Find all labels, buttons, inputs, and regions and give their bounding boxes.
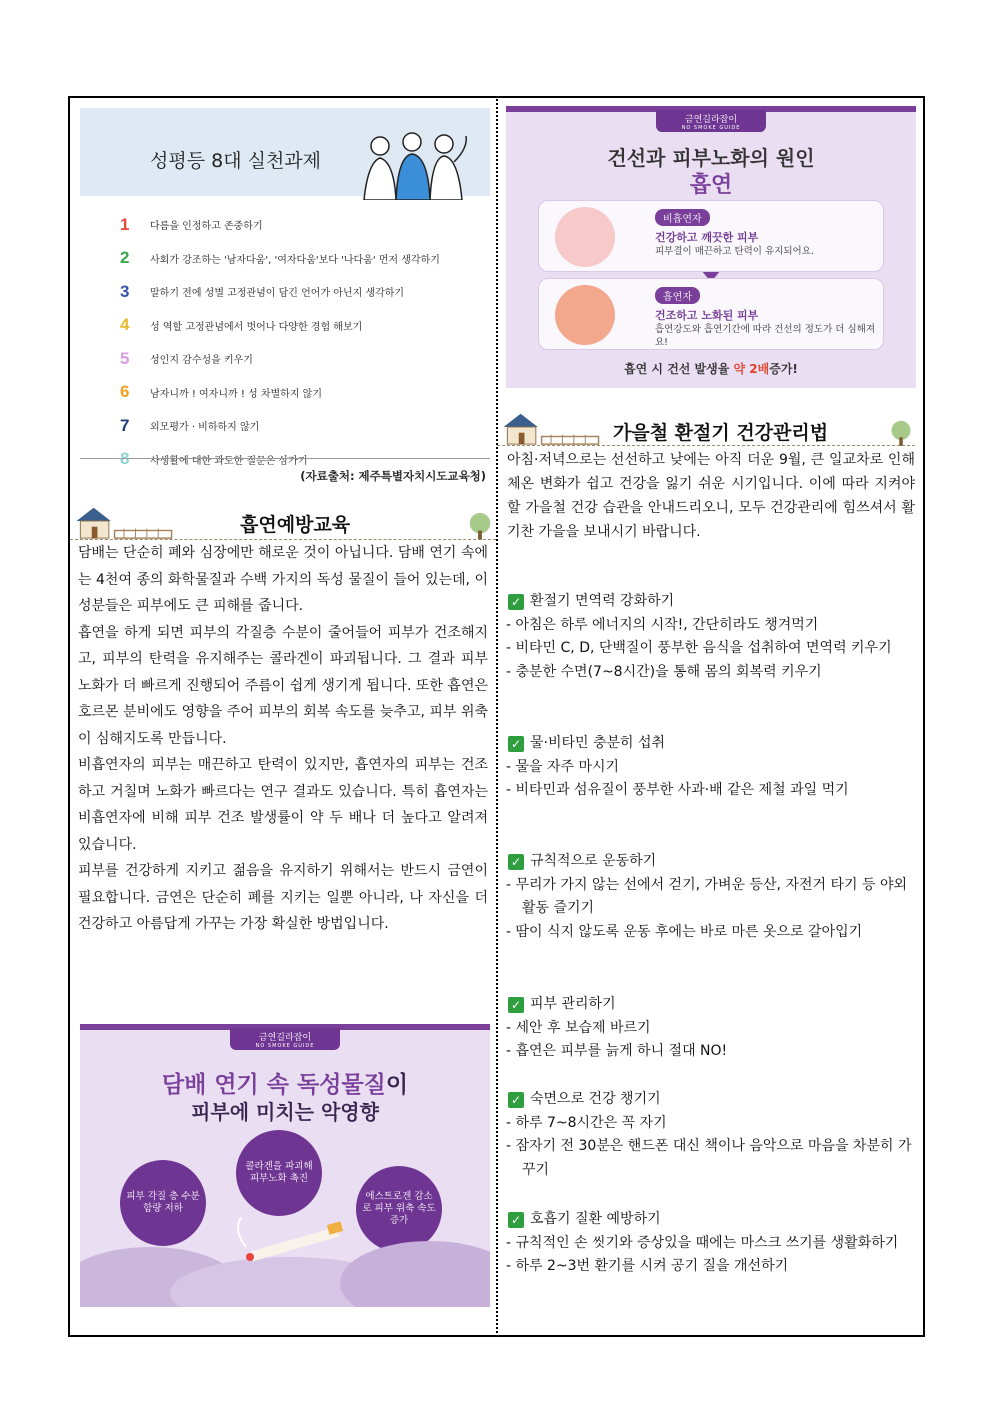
badge-sublabel: NO SMOKE GUIDE (255, 1043, 315, 1049)
card-title: 건선과 피부노화의 원인 (607, 146, 815, 170)
check-title: 피부 관리하기 (530, 996, 616, 1012)
card-subtitle: 피부에 미치는 악영향 (191, 1100, 379, 1124)
badge-sublabel: NO SMOKE GUIDE (681, 125, 741, 131)
check-heading (506, 993, 916, 1017)
task-number: 1 (120, 214, 130, 234)
gender-equality-card (80, 108, 490, 490)
footer-highlight: 약 2배 (733, 362, 770, 376)
list-item (120, 275, 480, 309)
house-icon (70, 502, 180, 540)
footer-text-end: 증가! (769, 362, 798, 376)
gender-card-title: 성평등 8대 실천과제 (150, 150, 321, 172)
column-divider (496, 96, 498, 1337)
list-item: - 물을 자주 마시기 (506, 758, 620, 775)
task-number: 2 (120, 248, 130, 268)
autumn-header (497, 406, 915, 446)
task-text: 사생활에 대한 과도한 질문은 삼가기 (150, 455, 308, 467)
nonsmoker-heading: 건강하고 깨끗한 피부 (655, 231, 759, 244)
task-text: 성인지 감수성을 키우기 (150, 355, 253, 367)
gender-card-header (80, 108, 490, 196)
smoker-heading: 건조하고 노화된 피부 (655, 309, 759, 322)
check-title: 숙면으로 건강 챙기기 (530, 1091, 661, 1107)
check-title: 환절기 면역력 강화하기 (530, 593, 675, 609)
source-credit: (자료출처: 제주특별자치시도교육청) (300, 469, 486, 483)
paragraph: 비흡연자의 피부는 매끈하고 탄력이 있지만, 흡연자의 피부는 건조하고 거칠며 노화가 빠르다는 연구 결과도 있습니다. 특히 흡연자는 비흡연자에 비해 피부 건조 발생률이 약 두 배나 더 높다고 알려져 있습니다. (78, 757, 488, 853)
no-smoke-guide-badge (230, 1028, 340, 1050)
section-title: 흡연예방교육 (240, 514, 351, 536)
check-section-sleep (506, 1088, 916, 1182)
checkmark-icon: ✓ (508, 594, 524, 610)
smoker-avatar (555, 285, 615, 345)
checkmark-icon: ✓ (508, 1092, 524, 1108)
footer-text: 흡연 시 건선 발생율 (624, 362, 730, 376)
smoking-edu-header (70, 500, 496, 540)
nonsmoker-tag: 비흡연자 (655, 209, 710, 226)
no-smoke-guide-badge (656, 110, 766, 132)
autumn-intro: 아침·저녁으로는 선선하고 낮에는 아직 더운 9월, 큰 일교차로 인해 체온 변화가 쉽고 건강을 잃기 쉬운 시기입니다. 이에 따라 지켜야 할 가을철 건강 습관을 안내드리오니, 모두 건강관리에 힘쓰셔서 활기찬 가을을 보내시기 바랍니다. (507, 452, 915, 540)
task-number: 8 (120, 449, 130, 469)
task-text: 외모평가 · 비하하지 않기 (150, 422, 260, 434)
info-bubble: 에스트로겐 감소로 피부 위축 속도 증가 (356, 1166, 442, 1252)
check-section-hydration (506, 732, 916, 803)
list-item (120, 208, 480, 242)
nonsmoker-text: 피부결이 매끈하고 탄력이 유지되어요. (655, 246, 814, 257)
section-title: 가을철 환절기 건강관리법 (613, 422, 829, 444)
list-item (120, 376, 480, 410)
paragraph: 담배는 단순히 폐와 심장에만 해로운 것이 아닙니다. 담배 연기 속에는 4천여 종의 화학물질과 수백 가지의 독성 물질이 들어 있는데, 이 성분들은 피부에도 큰 피해를 줍니다. (78, 545, 488, 614)
title-particle: 이 (385, 1072, 409, 1098)
check-heading (506, 732, 916, 756)
title-highlight: 담배 연기 속 독성물질 (161, 1072, 386, 1098)
list-item: - 비타민 C, D, 단백질이 풍부한 음식을 섭취하여 면역력 키우기 (506, 640, 892, 656)
list-item: - 아침은 하루 에너지의 시작!, 간단히라도 챙겨먹기 (506, 616, 819, 633)
list-item (120, 342, 480, 376)
task-number: 3 (120, 281, 130, 301)
list-item (120, 409, 480, 443)
house-icon (497, 408, 607, 446)
nonsmoker-box (538, 200, 884, 272)
check-heading (506, 1088, 916, 1112)
task-number: 5 (120, 348, 130, 368)
card-footer (506, 360, 916, 377)
check-heading (506, 1208, 916, 1232)
card-title-emphasis: 흡연 (689, 173, 733, 198)
check-section-respiratory (506, 1208, 916, 1279)
list-item: - 하루 7~8시간은 꼭 자기 (506, 1114, 667, 1131)
task-text: 말하기 전에 성별 고정관념이 담긴 언어가 아닌지 생각하기 (150, 288, 405, 300)
people-illustration-icon (350, 128, 480, 200)
psoriasis-card (506, 106, 916, 388)
list-item: - 세안 후 보습제 바르기 (506, 1019, 651, 1036)
tree-icon (466, 512, 494, 540)
list-item (120, 242, 480, 276)
list-item (120, 309, 480, 343)
task-number: 4 (120, 315, 130, 335)
smoker-text: 흡연강도와 흡연기간에 따라 건선의 정도가 더 심해져요! (655, 324, 876, 348)
checkmark-icon: ✓ (508, 997, 524, 1013)
toxic-substances-card (80, 1024, 490, 1307)
task-text: 사회가 강조하는 '남자다움', '여자다움'보다 '나다움' 먼저 생각하기 (150, 254, 440, 266)
check-section-skin (506, 993, 916, 1064)
task-number: 6 (120, 382, 130, 402)
list-item: - 잠자기 전 30분은 핸드폰 대신 책이나 음악으로 마음을 차분히 가꾸기 (506, 1138, 912, 1178)
card-title (80, 1066, 490, 1099)
smoke-cloud-icon (80, 1217, 490, 1307)
list-item: - 비타민과 섬유질이 풍부한 사과·배 같은 제철 과일 먹기 (506, 782, 849, 798)
smoker-tag: 흡연자 (655, 287, 700, 304)
divider-line (80, 458, 490, 459)
check-heading (506, 590, 916, 614)
list-item: - 규칙적인 손 씻기와 증상있을 때에는 마스크 쓰기를 생활화하기 (506, 1234, 899, 1251)
list-item: - 충분한 수면(7~8시간)을 통해 몸의 회복력 키우기 (506, 663, 822, 680)
list-item: - 무리가 가지 않는 선에서 걷기, 가벼운 등산, 자전거 타기 등 야외 활동 즐기기 (506, 876, 908, 916)
paragraph: 흡연을 하게 되면 피부의 각질층 수분이 줄어들어 피부가 건조해지고, 피부의 탄력을 유지해주는 콜라겐이 파괴됩니다. 그 결과 피부 노화가 더 빠르게 진행되어 주름이 쉽게 생기게 됩니다. 또한 흡연은 호르몬 분비에도 영향을 주어 피부의 회복 속도를 늦추고, 피부 위축이 심해지도록 만듭니다. (78, 624, 488, 747)
section-underline (497, 445, 915, 446)
checkmark-icon: ✓ (508, 736, 524, 752)
list-item: - 하루 2~3번 환기를 시켜 공기 질을 개선하기 (506, 1258, 789, 1274)
check-heading (506, 850, 916, 874)
tree-icon (887, 420, 915, 446)
nonsmoker-avatar (555, 207, 615, 267)
info-bubble: 콜라겐을 파괴해 피부노화 촉진 (236, 1130, 322, 1216)
badge-label: 금연길라잡이 (684, 115, 738, 125)
paragraph: 피부를 건강하게 지키고 젊음을 유지하기 위해서는 반드시 금연이 필요합니다. 금연은 단순히 폐를 지키는 일뿐 아니라, 나 자신을 더 건강하고 아름답게 가꾸는 가장 확실한 방법입니다. (78, 863, 488, 932)
task-list (120, 208, 480, 476)
list-item: - 흡연은 피부를 늙게 하니 절대 NO! (506, 1043, 728, 1059)
check-section-immunity (506, 590, 916, 684)
smoker-box (538, 278, 884, 350)
badge-label: 금연길라잡이 (258, 1033, 312, 1043)
check-section-exercise (506, 850, 916, 944)
check-title: 물·비타민 충분히 섭취 (530, 735, 666, 751)
smoking-edu-body (78, 540, 488, 938)
check-title: 호흡기 질환 예방하기 (530, 1211, 661, 1227)
task-text: 성 역할 고정관념에서 벗어나 다양한 경험 해보기 (150, 321, 363, 333)
task-text: 다름을 인정하고 존중하기 (150, 221, 263, 233)
checkmark-icon: ✓ (508, 1212, 524, 1228)
list-item: - 땀이 식지 않도록 운동 후에는 바로 마른 옷으로 갈아입기 (506, 923, 863, 940)
task-text: 남자니까 ! 여자니까 ! 성 차별하지 않기 (150, 388, 322, 400)
check-title: 규칙적으로 운동하기 (530, 853, 657, 869)
task-number: 7 (120, 415, 130, 435)
checkmark-icon: ✓ (508, 854, 524, 870)
info-bubble: 피부 각질 층 수분 함량 저하 (120, 1160, 206, 1246)
